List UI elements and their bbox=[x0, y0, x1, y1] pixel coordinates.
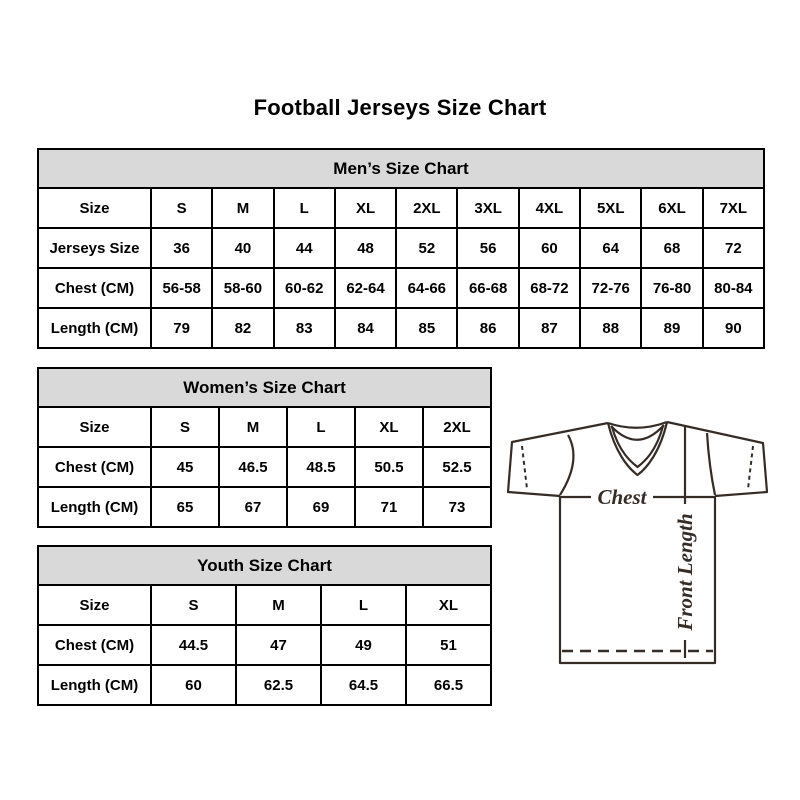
row-header-cell: Length (CM) bbox=[38, 665, 151, 705]
table-row bbox=[38, 407, 491, 447]
mens-table bbox=[37, 148, 765, 349]
data-cell: 72 bbox=[703, 228, 764, 268]
data-cell: 58-60 bbox=[212, 268, 273, 308]
data-cell: 56-58 bbox=[151, 268, 212, 308]
data-cell: 64 bbox=[580, 228, 641, 268]
page-title: Football Jerseys Size Chart bbox=[253, 95, 547, 120]
table-row bbox=[38, 268, 764, 308]
data-cell: 36 bbox=[151, 228, 212, 268]
table-row bbox=[38, 585, 491, 625]
data-cell: 80-84 bbox=[703, 268, 764, 308]
data-cell: 49 bbox=[321, 625, 406, 665]
data-cell: 45 bbox=[151, 447, 219, 487]
data-cell: M bbox=[236, 585, 321, 625]
row-header-cell: Jerseys Size bbox=[38, 228, 151, 268]
data-cell: 90 bbox=[703, 308, 764, 348]
jersey-measurement-diagram bbox=[505, 410, 771, 668]
data-cell: 71 bbox=[355, 487, 423, 527]
table-row bbox=[38, 308, 764, 348]
table-row bbox=[38, 228, 764, 268]
data-cell: 65 bbox=[151, 487, 219, 527]
data-cell: XL bbox=[335, 188, 396, 228]
data-cell: 66-68 bbox=[457, 268, 518, 308]
front-length-label: Front Length bbox=[673, 513, 697, 631]
data-cell: 89 bbox=[641, 308, 702, 348]
data-cell: L bbox=[321, 585, 406, 625]
collar-back-arc bbox=[608, 422, 667, 428]
table-title: Men’s Size Chart bbox=[38, 149, 764, 188]
row-header-cell: Size bbox=[38, 585, 151, 625]
data-cell: 82 bbox=[212, 308, 273, 348]
table-row bbox=[38, 447, 491, 487]
data-cell: S bbox=[151, 407, 219, 447]
data-cell: M bbox=[219, 407, 287, 447]
table-title-row bbox=[38, 149, 764, 188]
data-cell: L bbox=[274, 188, 335, 228]
data-cell: 73 bbox=[423, 487, 491, 527]
data-cell: 79 bbox=[151, 308, 212, 348]
jersey-outline bbox=[508, 422, 767, 663]
left-cuff-dash bbox=[522, 446, 527, 489]
data-cell: 52 bbox=[396, 228, 457, 268]
data-cell: M bbox=[212, 188, 273, 228]
data-cell: 51 bbox=[406, 625, 491, 665]
data-cell: 4XL bbox=[519, 188, 580, 228]
table-title-row bbox=[38, 368, 491, 407]
right-sleeve-path bbox=[667, 422, 767, 496]
data-cell: 87 bbox=[519, 308, 580, 348]
data-cell: 69 bbox=[287, 487, 355, 527]
data-cell: 48.5 bbox=[287, 447, 355, 487]
data-cell: 48 bbox=[335, 228, 396, 268]
row-header-cell: Length (CM) bbox=[38, 308, 151, 348]
table-title: Women’s Size Chart bbox=[38, 368, 491, 407]
table-title-row bbox=[38, 546, 491, 585]
womens-table bbox=[37, 367, 492, 528]
row-header-cell: Length (CM) bbox=[38, 487, 151, 527]
chest-label: Chest bbox=[597, 485, 647, 509]
data-cell: 86 bbox=[457, 308, 518, 348]
data-cell: 84 bbox=[335, 308, 396, 348]
data-cell: 47 bbox=[236, 625, 321, 665]
data-cell: 64.5 bbox=[321, 665, 406, 705]
row-header-cell: Chest (CM) bbox=[38, 268, 151, 308]
data-cell: 60-62 bbox=[274, 268, 335, 308]
data-cell: XL bbox=[406, 585, 491, 625]
data-cell: S bbox=[151, 188, 212, 228]
data-cell: 7XL bbox=[703, 188, 764, 228]
data-cell: 68-72 bbox=[519, 268, 580, 308]
table-row bbox=[38, 487, 491, 527]
data-cell: 67 bbox=[219, 487, 287, 527]
data-cell: 50.5 bbox=[355, 447, 423, 487]
right-armhole-seam bbox=[707, 433, 715, 495]
data-cell: 83 bbox=[274, 308, 335, 348]
right-cuff-dash bbox=[748, 446, 753, 489]
table-title: Youth Size Chart bbox=[38, 546, 491, 585]
data-cell: 2XL bbox=[423, 407, 491, 447]
data-cell: 40 bbox=[212, 228, 273, 268]
data-cell: 85 bbox=[396, 308, 457, 348]
data-cell: 2XL bbox=[396, 188, 457, 228]
data-cell: 76-80 bbox=[641, 268, 702, 308]
data-cell: L bbox=[287, 407, 355, 447]
data-cell: 66.5 bbox=[406, 665, 491, 705]
data-cell: 60 bbox=[519, 228, 580, 268]
data-cell: 44 bbox=[274, 228, 335, 268]
table-row bbox=[38, 665, 491, 705]
youth-table bbox=[37, 545, 492, 706]
womens-size-table bbox=[37, 367, 492, 528]
data-cell: 62.5 bbox=[236, 665, 321, 705]
row-header-cell: Chest (CM) bbox=[38, 625, 151, 665]
data-cell: 72-76 bbox=[580, 268, 641, 308]
data-cell: 60 bbox=[151, 665, 236, 705]
data-cell: 56 bbox=[457, 228, 518, 268]
mens-size-table bbox=[37, 148, 765, 349]
data-cell: 52.5 bbox=[423, 447, 491, 487]
data-cell: S bbox=[151, 585, 236, 625]
left-armhole-seam bbox=[560, 435, 573, 495]
data-cell: 68 bbox=[641, 228, 702, 268]
data-cell: 44.5 bbox=[151, 625, 236, 665]
youth-size-table bbox=[37, 545, 492, 706]
data-cell: XL bbox=[355, 407, 423, 447]
data-cell: 46.5 bbox=[219, 447, 287, 487]
row-header-cell: Size bbox=[38, 188, 151, 228]
row-header-cell: Size bbox=[38, 407, 151, 447]
table-row bbox=[38, 188, 764, 228]
data-cell: 3XL bbox=[457, 188, 518, 228]
data-cell: 64-66 bbox=[396, 268, 457, 308]
data-cell: 88 bbox=[580, 308, 641, 348]
row-header-cell: Chest (CM) bbox=[38, 447, 151, 487]
data-cell: 62-64 bbox=[335, 268, 396, 308]
data-cell: 6XL bbox=[641, 188, 702, 228]
data-cell: 5XL bbox=[580, 188, 641, 228]
table-row bbox=[38, 625, 491, 665]
